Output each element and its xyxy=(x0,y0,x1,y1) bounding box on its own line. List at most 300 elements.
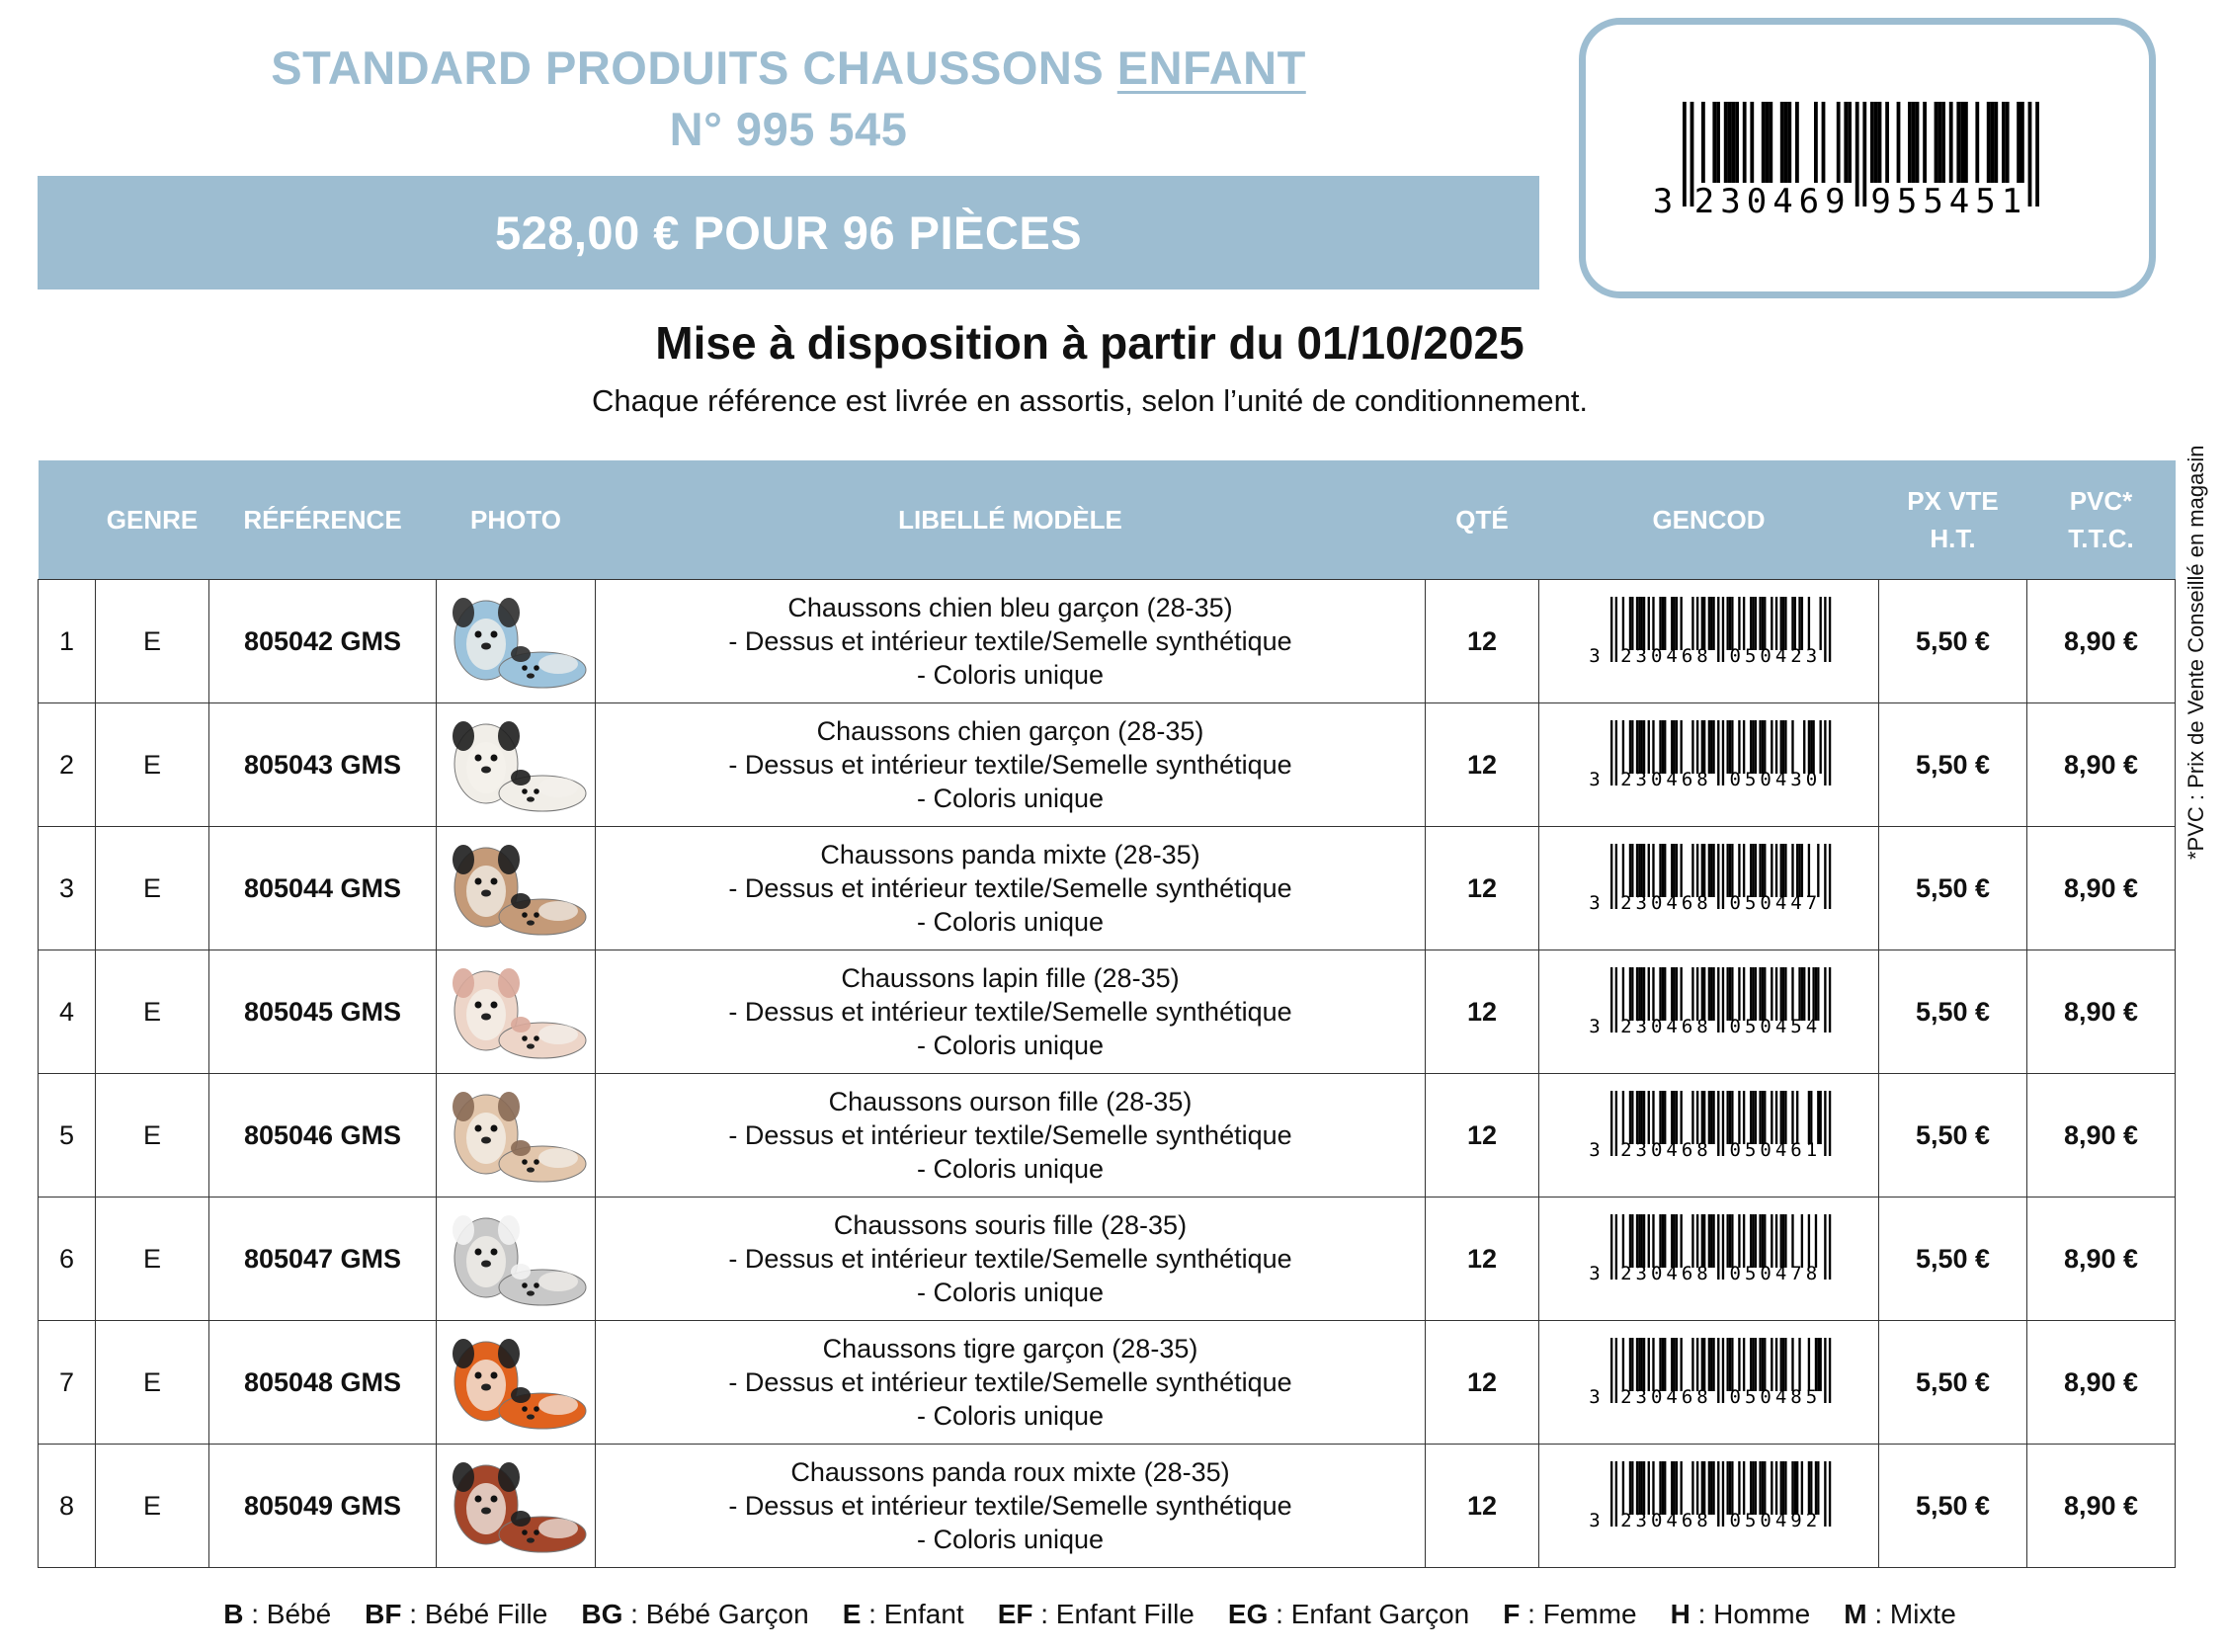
barcode-bar xyxy=(1791,720,1793,774)
barcode-bar xyxy=(1691,597,1693,650)
barcode-bar xyxy=(1817,967,1819,1021)
barcode-bar xyxy=(1621,597,1623,650)
barcode-bar xyxy=(1635,597,1637,650)
barcode-bar xyxy=(1728,1338,1730,1391)
bear-slippers-icon xyxy=(442,1077,590,1188)
barcode-bar xyxy=(1874,102,1878,183)
barcode-digits-left: 230468 xyxy=(1619,768,1712,790)
barcode-bar xyxy=(1726,1091,1728,1144)
row-libelle xyxy=(596,1321,1426,1445)
row-reference: 805045 GMS xyxy=(209,950,437,1074)
barcode-bar xyxy=(1659,1338,1661,1391)
barcode-bar xyxy=(1664,1338,1666,1391)
barcode-bar xyxy=(1712,102,1716,183)
legend-label: : Enfant Garçon xyxy=(1276,1599,1470,1629)
barcode-bar xyxy=(1764,597,1766,650)
barcode-bar xyxy=(1661,1338,1663,1391)
legend-item xyxy=(1671,1599,1811,1630)
barcode-digit: 3 xyxy=(1588,1015,1601,1037)
barcode-bar xyxy=(1642,844,1644,897)
title-emphasis: ENFANT xyxy=(1116,41,1306,94)
barcode-bar xyxy=(1712,967,1714,1021)
barcode-bar xyxy=(1707,597,1709,650)
barcode-bar xyxy=(1680,1091,1682,1144)
barcode-bar xyxy=(2002,102,2006,183)
barcode-bar xyxy=(1647,1338,1649,1391)
barcode-bar xyxy=(1691,844,1693,897)
barcode-bar xyxy=(2006,102,2010,183)
barcode-bar xyxy=(1764,1214,1766,1268)
barcode-bar xyxy=(1695,967,1697,1021)
barcode-bar xyxy=(1819,1091,1821,1144)
libelle-line3: - Coloris unique xyxy=(916,1031,1105,1060)
barcode-bar xyxy=(1798,967,1800,1021)
barcode-bar xyxy=(1731,844,1733,897)
barcode-bar xyxy=(1700,1461,1702,1515)
barcode-bar xyxy=(1779,1091,1781,1144)
barcode-bar xyxy=(1754,720,1756,774)
barcode-bar xyxy=(1664,720,1666,774)
barcode-bar xyxy=(1738,1091,1740,1144)
barcode-bar xyxy=(1661,844,1663,897)
page-title xyxy=(38,38,1539,99)
barcode-bar xyxy=(1941,102,1945,183)
barcode-bar xyxy=(1671,720,1673,774)
barcode-bar xyxy=(1664,1461,1666,1515)
barcode-bar xyxy=(1728,967,1730,1021)
barcode-bar xyxy=(1614,1461,1616,1527)
row-barcode xyxy=(1581,1091,1838,1174)
barcode-bar xyxy=(1761,1091,1763,1144)
legend-label: : Enfant xyxy=(868,1599,964,1629)
barcode-bar xyxy=(1781,1214,1783,1268)
barcode-bar xyxy=(1664,967,1666,1021)
barcode-digits-left: 230468 xyxy=(1619,1262,1712,1284)
barcode-bar xyxy=(1652,597,1654,650)
barcode-bar xyxy=(1673,720,1675,774)
barcode-bar xyxy=(1798,597,1800,650)
legend-item xyxy=(1503,1599,1636,1630)
barcode-bar xyxy=(1800,844,1802,897)
row-photo xyxy=(437,1198,596,1321)
barcode-bar xyxy=(1695,1461,1697,1515)
barcode-bar xyxy=(1779,844,1781,897)
barcode-bar xyxy=(1750,720,1752,774)
barcode-bar xyxy=(1807,967,1809,1021)
row-gencod xyxy=(1539,1321,1879,1445)
barcode-bar xyxy=(1791,1461,1793,1515)
libelle-line1: Chaussons ourson fille (28-35) xyxy=(828,1087,1193,1116)
row-price-ht: 5,50 € xyxy=(1879,1198,2027,1321)
row-price-ttc: 8,90 € xyxy=(2027,580,2176,703)
barcode-bar xyxy=(1742,720,1744,774)
barcode-bar xyxy=(1742,597,1744,650)
barcode-bar xyxy=(1610,1338,1612,1403)
barcode-bar xyxy=(1781,844,1783,897)
barcode-bar xyxy=(1771,720,1772,774)
barcode-bar xyxy=(1652,967,1654,1021)
barcode-bar xyxy=(1710,1338,1712,1391)
barcode-bar xyxy=(1717,1091,1719,1156)
barcode-bar xyxy=(1726,720,1728,774)
row-number: 6 xyxy=(39,1198,96,1321)
row-photo xyxy=(437,580,596,703)
row-number: 4 xyxy=(39,950,96,1074)
barcode-bar xyxy=(1828,1214,1830,1280)
barcode-bar xyxy=(1781,597,1783,650)
barcode-bar xyxy=(1717,1461,1719,1527)
barcode-bar xyxy=(1673,844,1675,897)
legend-label: : Enfant Fille xyxy=(1040,1599,1195,1629)
barcode-bar xyxy=(1779,720,1781,774)
barcode-bar xyxy=(1673,597,1675,650)
barcode-bar xyxy=(1683,102,1687,206)
barcode-bar xyxy=(1621,1338,1623,1391)
barcode-bar xyxy=(1731,102,1735,183)
barcode-bar xyxy=(1638,967,1640,1021)
barcode-bar xyxy=(1728,1091,1730,1144)
barcode-bar xyxy=(1738,1461,1740,1515)
barcode-bar xyxy=(1742,1091,1744,1144)
barcode-bar xyxy=(1784,1091,1786,1144)
barcode-bar xyxy=(1784,720,1786,774)
row-quantity: 12 xyxy=(1426,1198,1539,1321)
barcode-bar xyxy=(1728,844,1730,897)
libelle-line2: - Dessus et intérieur textile/Semelle synthétique xyxy=(728,873,1292,903)
barcode-bar xyxy=(1703,1338,1705,1391)
barcode-bar xyxy=(1761,597,1763,650)
red-panda-slippers-icon xyxy=(442,1447,590,1558)
row-barcode xyxy=(1581,844,1838,927)
header-pvc-line1: PVC* xyxy=(2069,486,2133,516)
barcode-bar xyxy=(1764,967,1766,1021)
barcode-bar xyxy=(1659,967,1661,1021)
pvc-side-note: *PVC : Prix de Vente Conseillé en magasin xyxy=(2184,445,2208,860)
barcode-bar xyxy=(1764,844,1766,897)
legend-label: : Homme xyxy=(1697,1599,1811,1629)
barcode-bar xyxy=(1640,1338,1642,1391)
header-photo: PHOTO xyxy=(437,460,596,580)
barcode-bar xyxy=(1640,1214,1642,1268)
barcode-bar xyxy=(1664,597,1666,650)
barcode-bar xyxy=(1661,720,1663,774)
barcode-digit: 3 xyxy=(1588,644,1601,667)
barcode-bar xyxy=(1807,1214,1809,1268)
row-price-ttc: 8,90 € xyxy=(2027,827,2176,950)
barcode-bar xyxy=(1721,720,1723,785)
barcode-bar xyxy=(1752,720,1754,774)
barcode-bar xyxy=(1731,597,1733,650)
barcode-bar xyxy=(1912,102,1916,183)
row-photo xyxy=(437,950,596,1074)
barcode-bar xyxy=(1759,1461,1761,1515)
libelle-line2: - Dessus et intérieur textile/Semelle synthétique xyxy=(728,997,1292,1027)
header-px-line1: PX VTE xyxy=(1907,486,1999,516)
barcode-bar xyxy=(1703,967,1705,1021)
barcode-bar xyxy=(1695,597,1697,650)
table-row xyxy=(39,580,2176,703)
barcode-bar xyxy=(1621,1214,1623,1268)
barcode-bar xyxy=(1638,1214,1640,1268)
barcode-bar xyxy=(1817,844,1819,897)
row-price-ht: 5,50 € xyxy=(1879,950,2027,1074)
barcode-bar xyxy=(1807,1338,1809,1391)
barcode-digit: 3 xyxy=(1588,891,1601,914)
barcode-bar xyxy=(1923,102,1927,183)
barcode-bar xyxy=(1700,1214,1702,1268)
barcode-bar xyxy=(1647,720,1649,774)
barcode-bar xyxy=(1661,1214,1663,1268)
barcode-bar xyxy=(1680,1461,1682,1515)
barcode-bar xyxy=(1661,1461,1663,1515)
barcode-bar xyxy=(1824,967,1826,1032)
barcode-digits-left: 230468 xyxy=(1619,891,1712,914)
row-gencod xyxy=(1539,1198,1879,1321)
row-barcode xyxy=(1581,1338,1838,1421)
barcode-bar xyxy=(1803,967,1805,1021)
barcode-bar xyxy=(1721,597,1723,662)
row-libelle xyxy=(596,827,1426,950)
barcode-bar xyxy=(1754,1338,1756,1391)
row-reference: 805048 GMS xyxy=(209,1321,437,1445)
barcode-bar xyxy=(1935,102,1938,183)
barcode-bar xyxy=(1771,967,1772,1021)
barcode-bar xyxy=(1791,1338,1793,1391)
barcode-bar xyxy=(1771,1338,1772,1391)
barcode-bar xyxy=(2028,102,2032,206)
barcode-bar xyxy=(1610,1214,1612,1280)
barcode-bar xyxy=(1908,102,1912,183)
row-price-ht: 5,50 € xyxy=(1879,827,2027,950)
table-row xyxy=(39,703,2176,827)
barcode-bar xyxy=(1638,1461,1640,1515)
barcode-bar xyxy=(1675,597,1677,650)
row-price-ht: 5,50 € xyxy=(1879,580,2027,703)
barcode-bar xyxy=(1638,1091,1640,1144)
barcode-bar xyxy=(1717,1214,1719,1280)
barcode-bar xyxy=(1640,720,1642,774)
barcode-bar xyxy=(1742,844,1744,897)
barcode-bar xyxy=(1635,1461,1637,1515)
barcode-bar xyxy=(1659,720,1661,774)
barcode-bar xyxy=(1659,1461,1661,1515)
row-gencod xyxy=(1539,1445,1879,1568)
barcode-bar xyxy=(1635,1214,1637,1268)
barcode-bar xyxy=(1700,844,1702,897)
barcode-bar xyxy=(1828,1091,1830,1156)
row-genre: E xyxy=(96,703,209,827)
barcode-bar xyxy=(1828,844,1830,909)
panda-slippers-icon xyxy=(442,830,590,941)
barcode-bar xyxy=(1691,1214,1693,1268)
products-table xyxy=(38,460,2176,1568)
barcode-bar xyxy=(1610,967,1612,1032)
header-qte: QTÉ xyxy=(1426,460,1539,580)
libelle-line3: - Coloris unique xyxy=(916,1154,1105,1184)
barcode-bar xyxy=(1703,1461,1705,1515)
barcode-bar xyxy=(1769,102,1772,183)
barcode-bar xyxy=(1824,844,1826,909)
barcode-bar xyxy=(1793,597,1795,650)
barcode-bar xyxy=(1721,1091,1723,1156)
barcode-bar xyxy=(1680,1338,1682,1391)
table-row xyxy=(39,827,2176,950)
barcode-bar xyxy=(1628,597,1630,650)
barcode-digits-right: 955451 xyxy=(1870,182,2028,221)
row-number: 7 xyxy=(39,1321,96,1445)
barcode-bar xyxy=(1731,1091,1733,1144)
barcode-bar xyxy=(1642,597,1644,650)
header-reference: RÉFÉRENCE xyxy=(209,460,437,580)
table-row xyxy=(39,1198,2176,1321)
barcode-bar xyxy=(1964,102,1968,183)
legend-item xyxy=(581,1599,808,1630)
barcode-bar xyxy=(1659,1091,1661,1144)
legend-code: EF xyxy=(997,1599,1033,1629)
header-pvc-line2: T.T.C. xyxy=(2068,524,2134,553)
barcode-bar xyxy=(1731,1338,1733,1391)
barcode-digit: 3 xyxy=(1588,1262,1601,1284)
row-quantity: 12 xyxy=(1426,1445,1539,1568)
legend-code: M xyxy=(1844,1599,1867,1629)
barcode-bar xyxy=(1712,1338,1714,1391)
barcode-bar xyxy=(1638,597,1640,650)
row-reference: 805049 GMS xyxy=(209,1445,437,1568)
barcode-bar xyxy=(1628,1091,1630,1144)
product-number: N° 995 545 xyxy=(669,103,908,155)
table-row xyxy=(39,1074,2176,1198)
barcode-bar xyxy=(1781,720,1783,774)
barcode-bar xyxy=(1800,967,1802,1021)
libelle-line1: Chaussons lapin fille (28-35) xyxy=(841,963,1180,993)
barcode-bar xyxy=(1791,844,1793,897)
row-genre: E xyxy=(96,827,209,950)
libelle-line1: Chaussons chien garçon (28-35) xyxy=(816,716,1204,746)
libelle-line1: Chaussons panda roux mixte (28-35) xyxy=(790,1457,1230,1487)
barcode-bar xyxy=(1695,844,1697,897)
barcode-bar xyxy=(1828,597,1830,662)
barcode-bar xyxy=(1807,720,1809,774)
barcode-digits-right: 050430 xyxy=(1729,768,1821,790)
barcode-bar xyxy=(1614,720,1616,785)
barcode-bar xyxy=(2017,102,2020,183)
row-reference: 805046 GMS xyxy=(209,1074,437,1198)
barcode-bar xyxy=(1822,102,1826,183)
barcode-bar xyxy=(1828,720,1830,785)
barcode-bar xyxy=(1807,597,1809,650)
barcode-bar xyxy=(1671,844,1673,897)
barcode-bar xyxy=(1798,1338,1800,1391)
barcode-bar xyxy=(1754,1461,1756,1515)
barcode-bar xyxy=(1754,967,1756,1021)
header-px xyxy=(1879,460,2027,580)
barcode-bar xyxy=(1824,1338,1826,1403)
barcode-bar xyxy=(1675,844,1677,897)
barcode-bar xyxy=(1610,844,1612,909)
barcode-bar xyxy=(1659,597,1661,650)
barcode-bar xyxy=(1671,1214,1673,1268)
barcode-bar xyxy=(1721,844,1723,909)
availability-title: Mise à disposition à partir du 01/10/2025 xyxy=(655,317,1525,369)
barcode-bar xyxy=(1960,102,1964,183)
header-genre: GENRE xyxy=(96,460,209,580)
header-num xyxy=(39,460,96,580)
barcode-bar xyxy=(1664,1091,1666,1144)
row-price-ttc: 8,90 € xyxy=(2027,1445,2176,1568)
row-price-ttc: 8,90 € xyxy=(2027,1198,2176,1321)
barcode-bar xyxy=(1710,1214,1712,1268)
barcode-bar xyxy=(1717,597,1719,662)
barcode-digits-right: 050423 xyxy=(1729,644,1821,667)
barcode-bar xyxy=(1647,597,1649,650)
barcode-bar xyxy=(1721,1461,1723,1527)
legend-label: : Mixte xyxy=(1874,1599,1956,1629)
barcode-bar xyxy=(1647,844,1649,897)
row-price-ht: 5,50 € xyxy=(1879,1074,2027,1198)
barcode-bar xyxy=(1817,1091,1819,1144)
barcode-bar xyxy=(1800,597,1802,650)
tiger-slippers-icon xyxy=(442,1324,590,1435)
barcode-bar xyxy=(1819,720,1821,774)
barcode-bar xyxy=(1771,1091,1772,1144)
barcode-bar xyxy=(1807,844,1809,897)
libelle-line3: - Coloris unique xyxy=(916,907,1105,937)
barcode-bar xyxy=(1752,1091,1754,1144)
barcode-bar xyxy=(1771,1214,1772,1268)
libelle-line3: - Coloris unique xyxy=(916,660,1105,690)
barcode-bar xyxy=(1759,1338,1761,1391)
barcode-bar xyxy=(1642,720,1644,774)
title-prefix: STANDARD PRODUITS CHAUSSONS xyxy=(271,41,1105,94)
barcode-bar xyxy=(1774,1338,1776,1391)
barcode-bar xyxy=(1673,1214,1675,1268)
barcode-bar xyxy=(1761,844,1763,897)
barcode-bar xyxy=(1631,597,1633,650)
row-quantity: 12 xyxy=(1426,1321,1539,1445)
row-barcode xyxy=(1581,720,1838,803)
barcode-bar xyxy=(1652,1091,1654,1144)
barcode-bar xyxy=(1764,1091,1766,1144)
barcode-bar xyxy=(1796,1091,1798,1144)
barcode-digits-right: 050447 xyxy=(1729,891,1821,914)
barcode-bar xyxy=(1774,720,1776,774)
barcode-digits-left: 230468 xyxy=(1619,1509,1712,1531)
legend-item xyxy=(843,1599,964,1630)
barcode-bar xyxy=(1987,102,1991,183)
legend-code: E xyxy=(842,1599,862,1629)
barcode-bar xyxy=(1614,1091,1616,1156)
barcode-bar xyxy=(1752,844,1754,897)
barcode-bar xyxy=(1764,1461,1766,1515)
barcode-bar xyxy=(1628,844,1630,897)
row-price-ht: 5,50 € xyxy=(1879,1445,2027,1568)
barcode-digit: 3 xyxy=(1588,1385,1601,1408)
barcode-bar xyxy=(1614,1338,1616,1403)
barcode-bar xyxy=(1819,597,1821,650)
row-photo xyxy=(437,1074,596,1198)
barcode-bar xyxy=(1791,1091,1793,1144)
barcode-bar xyxy=(1754,597,1756,650)
barcode-bar xyxy=(1691,1091,1693,1144)
barcode-bar xyxy=(1710,1461,1712,1515)
barcode-bar xyxy=(1691,1338,1693,1391)
barcode-digits-left: 230468 xyxy=(1619,644,1712,667)
barcode-bar xyxy=(1766,102,1770,183)
barcode-bar xyxy=(1635,1338,1637,1391)
barcode-bar xyxy=(1652,1338,1654,1391)
barcode-bar xyxy=(1771,1461,1772,1515)
barcode-bar xyxy=(1824,1461,1826,1527)
